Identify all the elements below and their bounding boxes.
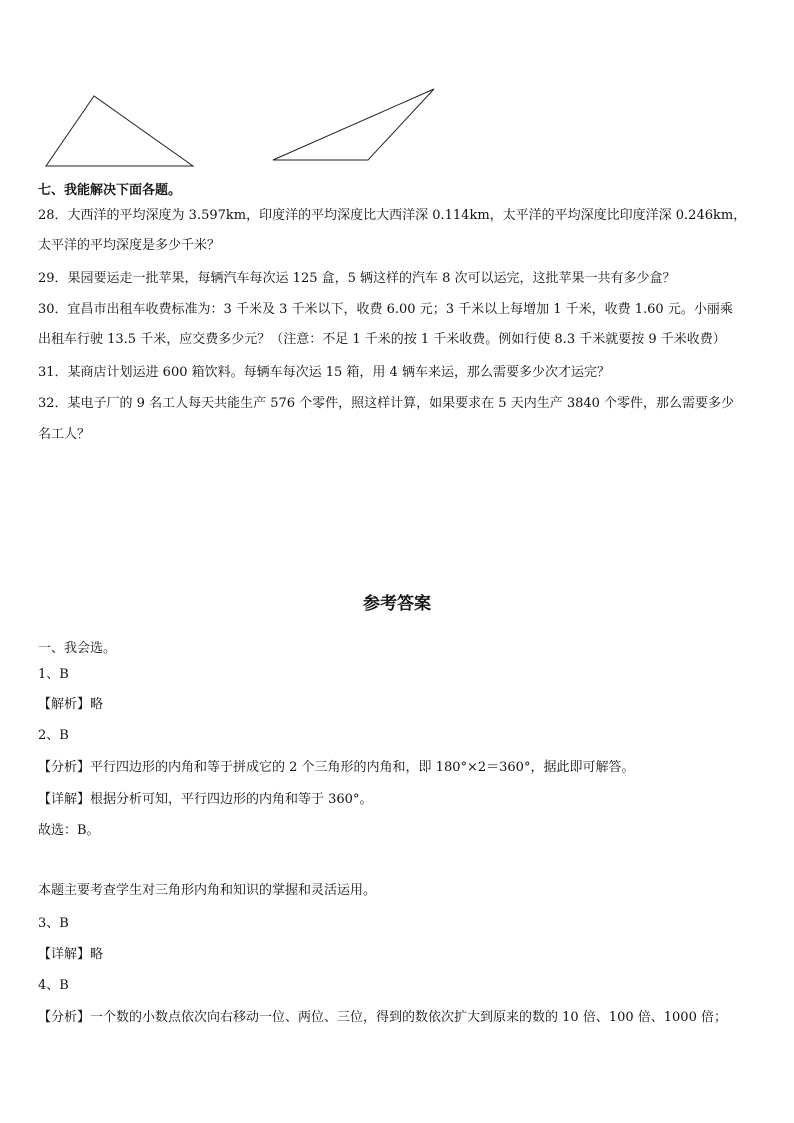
triangle-figures [40,86,460,170]
answer-2-analysis: 【分析】平行四边形的内角和等于拼成它的 2 个三角形的内角和，即 180°×2＝360°，据此即可解答。 [38,760,635,775]
question-31: 31．某商店计划运进 600 箱饮料。每辆车每次运 15 箱，用 4 辆车来运，那么需要多少次才运完？ [38,365,610,380]
triangle-left [46,96,193,166]
question-28-line-2: 太平洋的平均深度是多少千米？ [38,238,221,253]
answers-section-1: 一、我会选。 [38,641,117,656]
answer-4: 4、B [38,978,69,993]
answers-title: 参考答案 [363,594,431,614]
answer-1: 1、B [38,667,69,682]
question-32-line-2: 名工人？ [38,427,91,442]
answer-1-analysis: 【解析】略 [38,697,104,712]
question-32-line-1: 32．某电子厂的 9 名工人每天共能生产 576 个零件，照这样计算，如果要求在 5 天内生产 3840 个零件，那么需要多少 [38,396,735,411]
question-28-line-1: 28．大西洋的平均深度为 3.597km，印度洋的平均深度比大西洋深 0.114km，太平洋的平均深度比印度洋深 0.246km， [38,208,747,223]
answer-3: 3、B [38,916,69,931]
answer-2-note: 本题主要考查学生对三角形内角和知识的掌握和灵活运用。 [38,883,377,898]
section-7-heading: 七、我能解决下面各题。 [38,183,182,198]
answer-2: 2、B [38,728,69,743]
question-30-line-1: 30．宜昌市出租车收费标准为：3 千米及 3 千米以下，收费 6.00 元；3 千米以上每增加 1 千米，收费 1.60 元。小丽乘 [38,302,733,317]
answer-3-detail: 【详解】略 [38,947,104,962]
question-29: 29．果园要运走一批苹果，每辆汽车每次运 125 盒，5 辆这样的汽车 8 次可以运完，这批苹果一共有多少盒？ [38,271,676,286]
answer-2-choice: 故选：B。 [38,823,100,838]
triangle-right [273,89,434,160]
question-30-line-2: 出租车行驶 13.5 千米，应交费多少元？（注意：不足 1 千米的按 1 千米收费。例如行使 8.3 千米就要按 9 千米收费） [38,332,726,347]
answer-4-analysis: 【分析】一个数的小数点依次向右移动一位、两位、三位，得到的数依次扩大到原来的数的 10 倍、100 倍、1000 倍； [38,1010,727,1025]
answer-2-detail: 【详解】根据分析可知，平行四边形的内角和等于 360°。 [38,792,373,807]
